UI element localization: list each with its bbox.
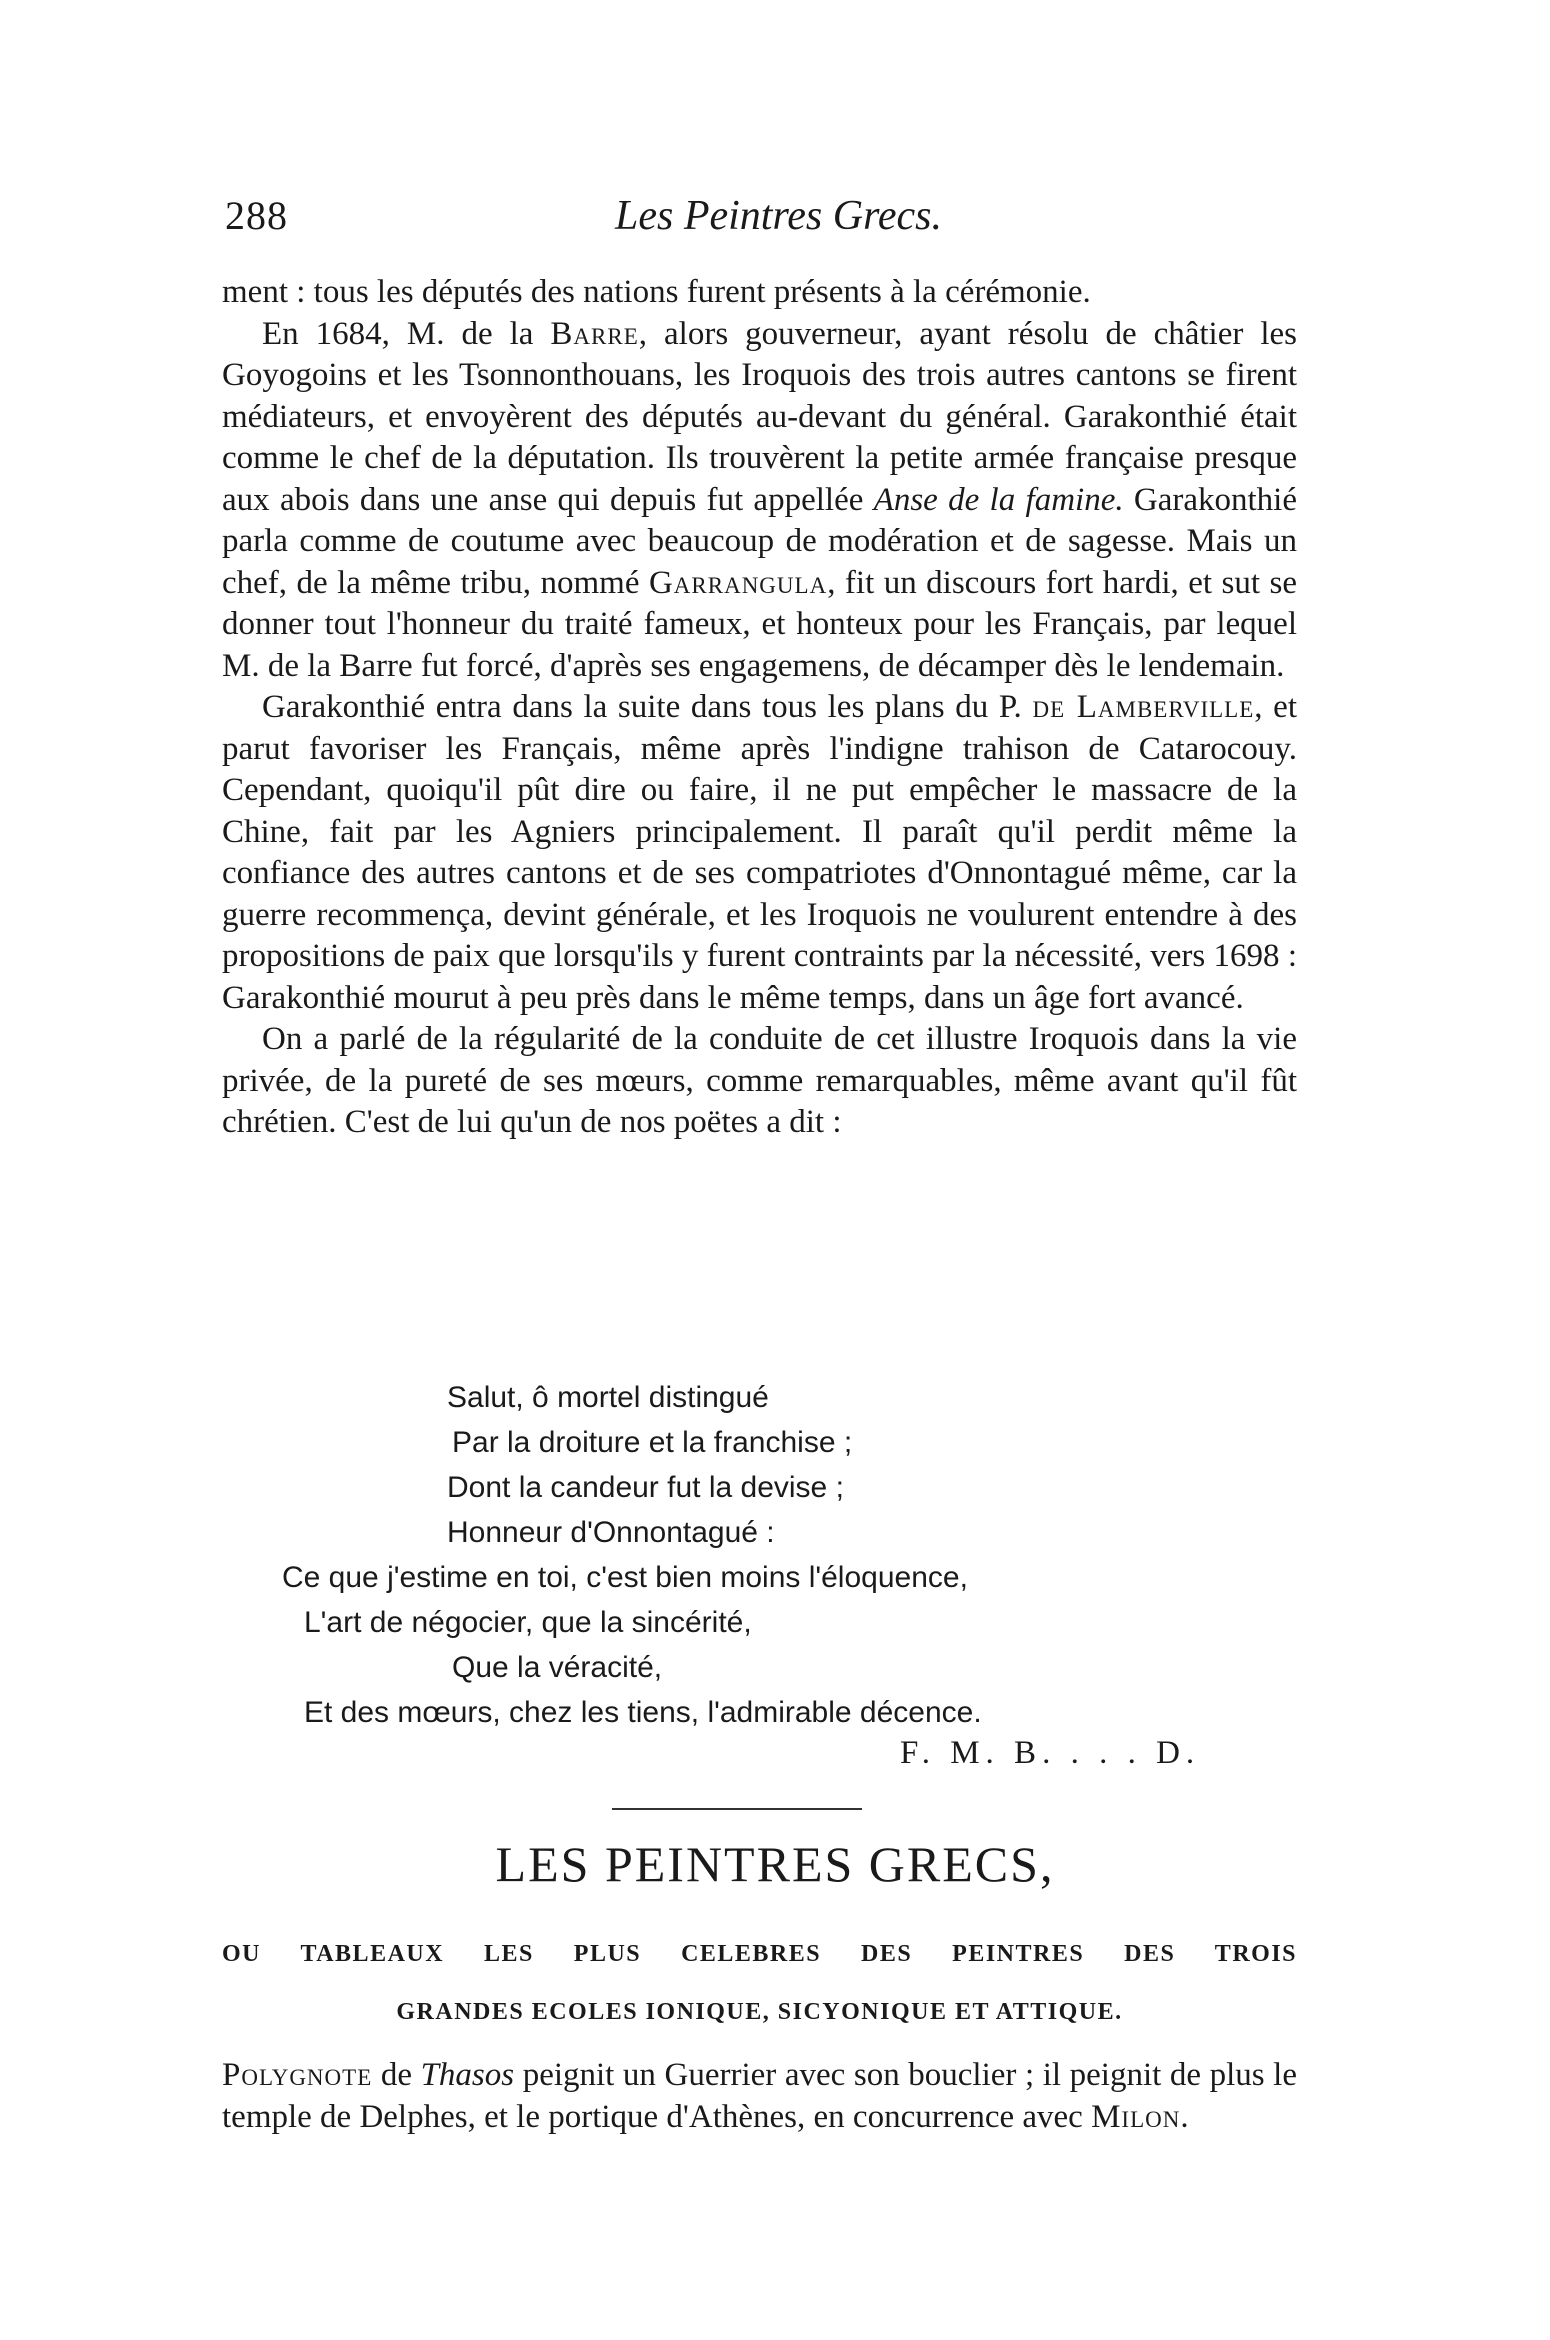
poem-line: Que la véracité, bbox=[452, 1651, 663, 1684]
poem-line: Salut, ô mortel distingué bbox=[447, 1381, 769, 1414]
poem bbox=[222, 1375, 1297, 1735]
subtitle-line-1: OU TABLEAUX LES PLUS CELEBRES DES PEINTRES DES TROIS bbox=[222, 1941, 1297, 1967]
name-milon: Milon bbox=[1091, 2098, 1181, 2135]
body-text bbox=[222, 272, 1297, 1144]
section-divider bbox=[612, 1808, 862, 1810]
page-number: 288 bbox=[225, 193, 288, 238]
poem-line: Dont la candeur fut la devise ; bbox=[447, 1471, 844, 1504]
section-text-a: de bbox=[372, 2057, 421, 2093]
section-text-c: . bbox=[1180, 2098, 1189, 2135]
paragraph-3 bbox=[222, 687, 1297, 1019]
running-title: Les Peintres Grecs. bbox=[615, 193, 942, 239]
poem-signature: F. M. B. . . . D. bbox=[900, 1735, 1201, 1771]
place-anse-de-la-famine: Anse de la famine. bbox=[873, 481, 1124, 518]
place-thasos: Thasos bbox=[420, 2057, 515, 2093]
poem-line: Ce que j'estime en toi, c'est bien moins l'éloquence, bbox=[282, 1561, 968, 1594]
poem-line: Et des mœurs, chez les tiens, l'admirable décence. bbox=[304, 1696, 982, 1729]
poem-line: L'art de négocier, que la sincérité, bbox=[304, 1606, 752, 1639]
paragraph-2-text-a: En 1684, M. de la bbox=[262, 315, 551, 352]
name-polygnote: Polygnote bbox=[222, 2057, 373, 2093]
section-text-b: peignit un Guerrier avec son bouclier ; il peignit de plus le temple de Delphes, et le portique d'Athènes, en concurrence avec bbox=[222, 2057, 1297, 2135]
paragraph-2-text-d: , fit un discours fort hardi, et sut se donner tout l'honneur du traité fameux, et honteux pour les Français, par lequel M. de la Barre fut forcé, d'après ses engagemens, de décamper dès le lendemain. bbox=[222, 564, 1297, 684]
page-header bbox=[225, 192, 1275, 252]
paragraph-1: ment : tous les députés des nations furent présents à la cérémonie. bbox=[222, 274, 1091, 310]
poem-line: Honneur d'Onnontagué : bbox=[447, 1516, 775, 1549]
name-garrangula: Garrangula bbox=[648, 564, 828, 601]
section-subtitle bbox=[222, 1925, 1297, 2041]
paragraph-2-text-b: , alors gouverneur, ayant résolu de châtier les Goyogoins et les Tsonnonthouans, les Iroquois des trois autres cantons se firent médiateurs, et envoyèrent des députés au-devant du général. Garakonthié était comme le chef de la députation. Ils trouvèrent la petite armée française presque aux abois dans une anse qui depuis fut appellée bbox=[222, 315, 1297, 518]
paragraph-2-text-c: Garakonthié parla comme de coutume avec beaucoup de modération et de sagesse. Mais un chef, de la même tribu, nommé bbox=[222, 481, 1297, 601]
section-text bbox=[222, 2055, 1297, 2138]
paragraph-3-text-a: Garakonthié entra dans la suite dans tous les plans du P. bbox=[262, 689, 1033, 725]
section-paragraph bbox=[222, 2055, 1297, 2138]
subtitle-line-2: GRANDES ECOLES IONIQUE, SICYONIQUE ET ATTIQUE. bbox=[396, 1999, 1123, 2025]
section-title: LES PEINTRES GRECS, bbox=[495, 1836, 1055, 1892]
poem-line: Par la droiture et la franchise ; bbox=[452, 1426, 853, 1459]
paragraph-2 bbox=[222, 314, 1297, 688]
paragraph-4: On a parlé de la régularité de la conduite de cet illustre Iroquois dans la vie privée, de la pureté de ses mœurs, comme remarquables, même avant qu'il fût chrétien. C'est de lui qu'un de nos poëtes a dit : bbox=[222, 1021, 1297, 1140]
paragraph-3-text-b: , et parut favoriser les Français, même après l'indigne trahison de Catarocouy. Cependant, quoiqu'il pût dire ou faire, il ne put empêcher le massacre de la Chine, fait par les Agniers principalement. Il paraît qu'il perdit même la confiance des autres cantons et de ses compatriotes d'Onnontagué même, car la guerre recommença, devint générale, et les Iroquois ne voulurent entendre à des propositions de paix que lorsqu'ils y furent contraints par la nécessité, vers 1698 : Garakonthié mourut à peu près dans le même temps, dans un âge fort avancé. bbox=[222, 689, 1297, 1016]
name-barre: Barre bbox=[550, 315, 639, 352]
name-lamberville: de Lamberville bbox=[1032, 689, 1255, 725]
